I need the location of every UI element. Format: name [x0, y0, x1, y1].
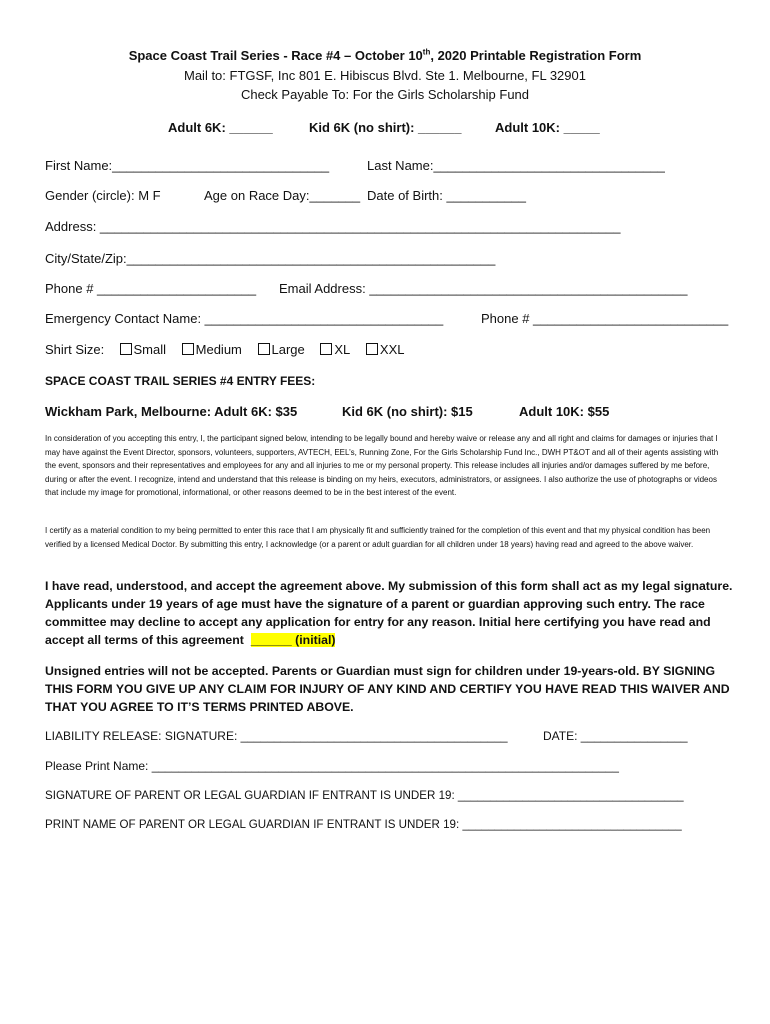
checkbox-icon[interactable]	[320, 343, 332, 355]
checkbox-icon[interactable]	[120, 343, 132, 355]
shirt-size-xxl[interactable]: XXL	[366, 342, 405, 357]
mail-to-address: Mail to: FTGSF, Inc 801 E. Hibiscus Blvd. Ste 1. Melbourne, FL 32901	[184, 68, 586, 83]
form-title	[0, 48, 770, 63]
checkbox-icon[interactable]	[182, 343, 194, 355]
guardian-signature-field[interactable]: SIGNATURE OF PARENT OR LEGAL GUARDIAN IF ENTRANT IS UNDER 19: ___________________________________	[45, 789, 684, 802]
entry-fees-heading: SPACE COAST TRAIL SERIES #4 ENTRY FEES:	[45, 374, 316, 388]
phone-field[interactable]: Phone # ______________________	[45, 281, 257, 296]
email-field[interactable]: Email Address: ____________________________________________	[279, 281, 688, 296]
title-text: Space Coast Trail Series - Race #4 – October 10	[128, 48, 423, 63]
checkbox-icon[interactable]	[366, 343, 378, 355]
age-field[interactable]: Age on Race Day:_______	[204, 188, 361, 203]
emergency-contact-field[interactable]: Emergency Contact Name: _________________________________	[45, 311, 444, 326]
initial-field[interactable]: ______ (initial)	[250, 633, 336, 647]
race-option-adult-6k[interactable]: Adult 6K: ______	[168, 120, 273, 135]
title-text-end: , 2020 Printable Registration Form	[430, 48, 642, 63]
shirt-size-row	[45, 342, 417, 357]
gender-field[interactable]: Gender (circle): M F	[45, 188, 161, 203]
fee-adult-6k: Wickham Park, Melbourne: Adult 6K: $35	[45, 404, 298, 419]
waiver-paragraph: In consideration of you accepting this entry, I, the participant signed below, intending to be legally bound and hereby waive or release any and all right and claims for damages or injuries that I may have against the Event Director, sponsors, volunteers, supporters, AVTECH, EEL’s, Running Zone, For the Girls Scholarship Fund Inc., DWH PT&OT and all of their agents assisting with the event, sponsors and their representatives and employees for any and all injuries to me or my personal property. This release includes all injuries and/or damages suffered by me before, during or after the event. I recognize, intend and understand that this release is binding on my heirs, executors, administrators, or assignees. I also authorize the use of photographs or videos that include my image for promotional, informational, or other reasons deemed to be in the best interest of the event.	[45, 434, 719, 498]
liability-signature-field[interactable]: LIABILITY RELEASE: SIGNATURE: ________________________________________	[45, 729, 508, 743]
fee-kid-6k: Kid 6K (no shirt): $15	[342, 404, 473, 419]
race-option-adult-10k[interactable]: Adult 10K: _____	[495, 120, 600, 135]
date-of-birth-field[interactable]: Date of Birth: ___________	[367, 188, 527, 203]
shirt-size-small[interactable]: Small	[120, 342, 167, 357]
city-state-zip-field[interactable]: City/State/Zip:___________________________________________________	[45, 251, 496, 266]
unsigned-warning: Unsigned entries will not be accepted. Parents or Guardian must sign for children under 19-years-old. BY SIGNING THIS FORM YOU GIVE UP ANY CLAIM FOR INJURY OF ANY KIND AND CERTIFY YOU HAVE READ THIS WAIVER AND THAT YOU AGREE TO IT’S TERMS PRINTED ABOVE.	[45, 664, 730, 714]
shirt-size-label: Shirt Size:	[45, 342, 105, 357]
first-name-field[interactable]: First Name:______________________________	[45, 158, 330, 173]
checkbox-icon[interactable]	[258, 343, 270, 355]
emergency-phone-field[interactable]: Phone # ___________________________	[481, 311, 729, 326]
fee-adult-10k: Adult 10K: $55	[519, 404, 610, 419]
race-option-kid-6k[interactable]: Kid 6K (no shirt): ______	[309, 120, 462, 135]
fitness-certification-paragraph: I certify as a material condition to my being permitted to enter this race that I am physically fit and sufficiently trained for the completion of this event and that my physical condition has been verified by a licensed Medical Doctor. By submitting this entry, I acknowledge (or a parent or adult guardian for all children under 18 years) having read and agreed to the above waiver.	[45, 526, 711, 549]
address-field[interactable]: Address: ________________________________________________________________________	[45, 219, 621, 234]
agreement-paragraph: I have read, understood, and accept the agreement above. My submission of this form shall act as my legal signature. Applicants under 19 years of age must have the signature of a parent or guardian approving such entry. The race committee may decline to accept any application for entry for any reason. Initial here certifying you have read and accept all terms of this agreement ______ (initial)	[45, 579, 733, 647]
check-payable-to: Check Payable To: For the Girls Scholarship Fund	[240, 87, 530, 102]
shirt-size-xl[interactable]: XL	[320, 342, 350, 357]
print-name-field[interactable]: Please Print Name: ______________________________________________________________________	[45, 759, 619, 773]
title-superscript: th	[422, 47, 431, 57]
shirt-size-medium[interactable]: Medium	[182, 342, 242, 357]
shirt-size-large[interactable]: Large	[258, 342, 305, 357]
last-name-field[interactable]: Last Name:________________________________	[367, 158, 665, 173]
date-field[interactable]: DATE: ________________	[543, 729, 688, 743]
guardian-print-name-field[interactable]: PRINT NAME OF PARENT OR LEGAL GUARDIAN IF ENTRANT IS UNDER 19: __________________________________	[45, 818, 682, 831]
